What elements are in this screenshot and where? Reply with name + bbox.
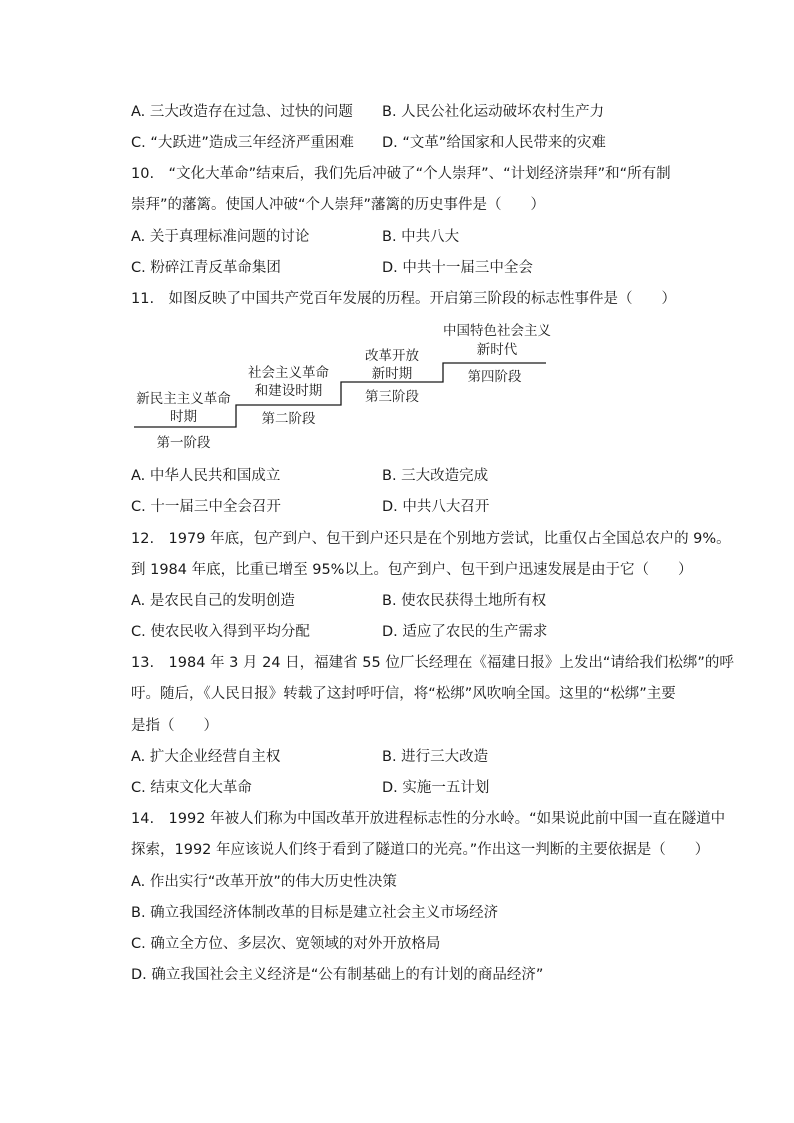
- q10-stem-line1: 10. “文化大革命”结束后，我们先后冲破了“个人崇拜”、“计划经济崇拜”和“所有制: [131, 166, 671, 182]
- q13-stem-line1: 13. 1984 年 3 月 24 日，福建省 55 位厂长经理在《福建日报》上发出“请给我们松绑”的呼: [131, 655, 734, 671]
- stage2-period-line1: 社会主义革命: [248, 365, 329, 381]
- q14-option-d: D. 确立我国社会主义经济是“公有制基础上的有计划的商品经济”: [131, 967, 544, 983]
- q12-stem-line2: 到 1984 年底，比重已增至 95%以上。包产到户、包干到户迅速发展是由于它（ ）: [131, 562, 693, 578]
- q12-stem-line1: 12. 1979 年底，包产到户、包干到户还只是在个别地方尝试，比重仅占全国总农户的 9%。: [131, 531, 731, 547]
- q14-option-c: C. 确立全方位、多层次、宽领域的对外开放格局: [131, 936, 441, 952]
- q13-option-c: C. 结束文化大革命: [131, 780, 252, 796]
- q10-option-c: C. 粉碎江青反革命集团: [131, 260, 281, 276]
- q11-option-c: C. 十一届三中全会召开: [131, 499, 281, 515]
- stage1-label: 第一阶段: [156, 435, 211, 451]
- q10-option-d: D. 中共十一届三中全会: [382, 260, 533, 276]
- q14-stem-line1: 14. 1992 年被人们称为中国改革开放进程标志性的分水岭。“如果说此前中国一直在隧道中: [131, 811, 726, 827]
- q11-option-a: A. 中华人民共和国成立: [131, 468, 281, 484]
- q10-option-a: A. 关于真理标准问题的讨论: [131, 229, 310, 245]
- q14-stem-line2: 探索，1992 年应该说人们终于看到了隧道口的光亮。”作出这一判断的主要依据是（ ）: [131, 842, 710, 858]
- q13-stem-line3: 是指（ ）: [131, 718, 218, 734]
- stage4-label: 第四阶段: [467, 369, 522, 385]
- q11-option-b: B. 三大改造完成: [382, 468, 489, 484]
- q12-option-b: B. 使农民获得土地所有权: [382, 593, 547, 609]
- q13-stem-line2: 吁。随后，《人民日报》转载了这封呼吁信，将“松绑”风吹响全国。这里的“松绑”主要: [131, 686, 676, 702]
- q13-option-a: A. 扩大企业经营自主权: [131, 749, 281, 765]
- q11-stem: 11. 如图反映了中国共产党百年发展的历程。开启第三阶段的标志性事件是（ ）: [131, 291, 677, 307]
- q9-option-d: D. “文革”给国家和人民带来的灾难: [382, 135, 606, 151]
- q14-option-a: A. 作出实行“改革开放”的伟大历史性决策: [131, 874, 397, 890]
- stage1-period-line1: 新民主主义革命: [136, 391, 231, 407]
- q11-option-d: D. 中共八大召开: [382, 499, 490, 515]
- stage4-period-line1: 中国特色社会主义: [443, 323, 551, 339]
- q13-option-b: B. 进行三大改造: [382, 749, 489, 765]
- stage3-label: 第三阶段: [365, 389, 419, 405]
- q9-option-c: C. “大跃进”造成三年经济严重困难: [131, 135, 354, 151]
- stage4-period-line2: 新时代: [476, 342, 518, 358]
- q10-option-b: B. 中共八大: [382, 229, 460, 245]
- q14-option-b: B. 确立我国经济体制改革的目标是建立社会主义市场经济: [131, 905, 499, 921]
- stage1-period-line2: 时期: [170, 409, 197, 425]
- q10-stem-line2: 崇拜”的藩篱。使国人冲破“个人崇拜”藩篱的历史事件是（ ）: [131, 197, 546, 213]
- q9-option-b: B. 人民公社化运动破坏农村生产力: [382, 104, 605, 120]
- stage3-period-line2: 新时期: [371, 366, 413, 382]
- q12-option-a: A. 是农民自己的发明创造: [131, 593, 295, 609]
- q9-option-a: A. 三大改造存在过急、过快的问题: [131, 104, 353, 120]
- stage-staircase-diagram: [131, 318, 561, 458]
- stage2-label: 第二阶段: [261, 411, 316, 427]
- q12-option-d: D. 适应了农民的生产需求: [382, 624, 548, 640]
- stage2-period-line2: 和建设时期: [254, 383, 323, 399]
- q13-option-d: D. 实施一五计划: [382, 780, 490, 796]
- q12-option-c: C. 使农民收入得到平均分配: [131, 624, 310, 640]
- stage3-period-line1: 改革开放: [365, 348, 419, 364]
